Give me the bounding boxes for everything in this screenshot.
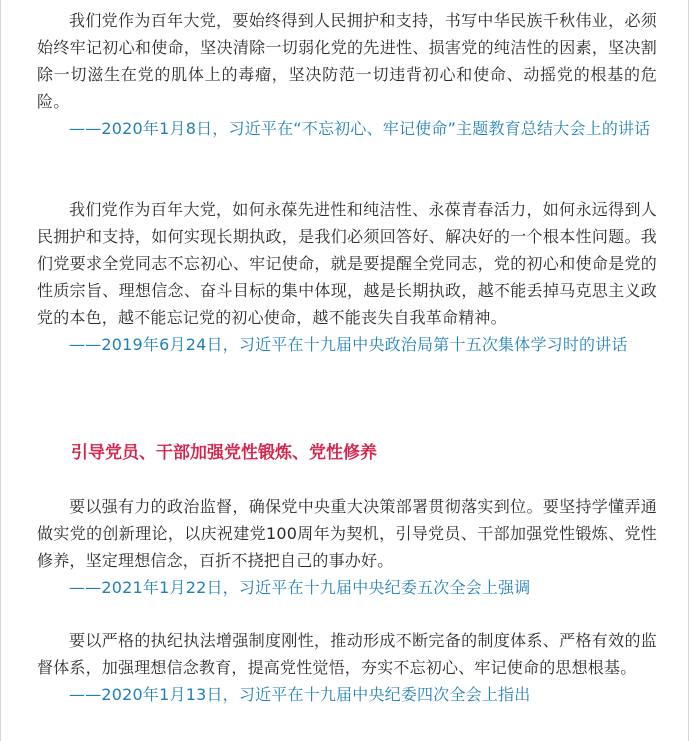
quote-source: ——2020年1月13日，习近平在十九届中央纪委四次全会上指出 <box>69 685 531 704</box>
quote-text: 我们党作为百年大党，如何永葆先进性和纯洁性、永葆青春活力，如何永远得到人民拥护和支持，如何实现长期执政，是我们必须回答好、解决好的一个根本性问题。我们党要求全党同志不忘初心、牢记使命，就是要提醒全党同志，党的初心和使命是党的性质宗旨、理想信念、奋斗目标的集中体现，越是长期执政，越不能丢掉马克思主义政党的本色，越不能忘记党的初心使命，越不能丧失自我革命精神。 <box>37 200 657 327</box>
quote-source: ——2020年1月8日，习近平在“不忘初心、牢记使命”主题教育总结大会上的讲话 <box>69 119 651 138</box>
quote-block-1 <box>37 7 657 142</box>
quote-block-3 <box>37 493 657 601</box>
quote-block-2 <box>37 196 657 358</box>
quote-source: ——2021年1月22日，习近平在十九届中央纪委五次全会上强调 <box>69 578 531 597</box>
section-heading: 引导党员、干部加强党性锻炼、党性修养 <box>71 443 377 463</box>
quote-block-4 <box>37 627 657 708</box>
quote-source: ——2019年6月24日，习近平在十九届中央政治局第十五次集体学习时的讲话 <box>69 335 628 354</box>
quote-text: 要以强有力的政治监督，确保党中央重大决策部署贯彻落实到位。要坚持学懂弄通做实党的创新理论，以庆祝建党100周年为契机，引导党员、干部加强党性锻炼、党性修养，坚定理想信念，百折不挠把自己的事办好。 <box>37 497 657 570</box>
quote-text: 要以严格的执纪执法增强制度刚性，推动形成不断完备的制度体系、严格有效的监督体系，加强理想信念教育，提高党性觉悟，夯实不忘初心、牢记使命的思想根基。 <box>37 631 657 677</box>
quote-text: 我们党作为百年大党，要始终得到人民拥护和支持，书写中华民族千秋伟业，必须始终牢记初心和使命，坚决清除一切弱化党的先进性、损害党的纯洁性的因素，坚决割除一切滋生在党的肌体上的毒瘤，坚决防范一切违背初心和使命、动摇党的根基的危险。 <box>37 11 657 111</box>
